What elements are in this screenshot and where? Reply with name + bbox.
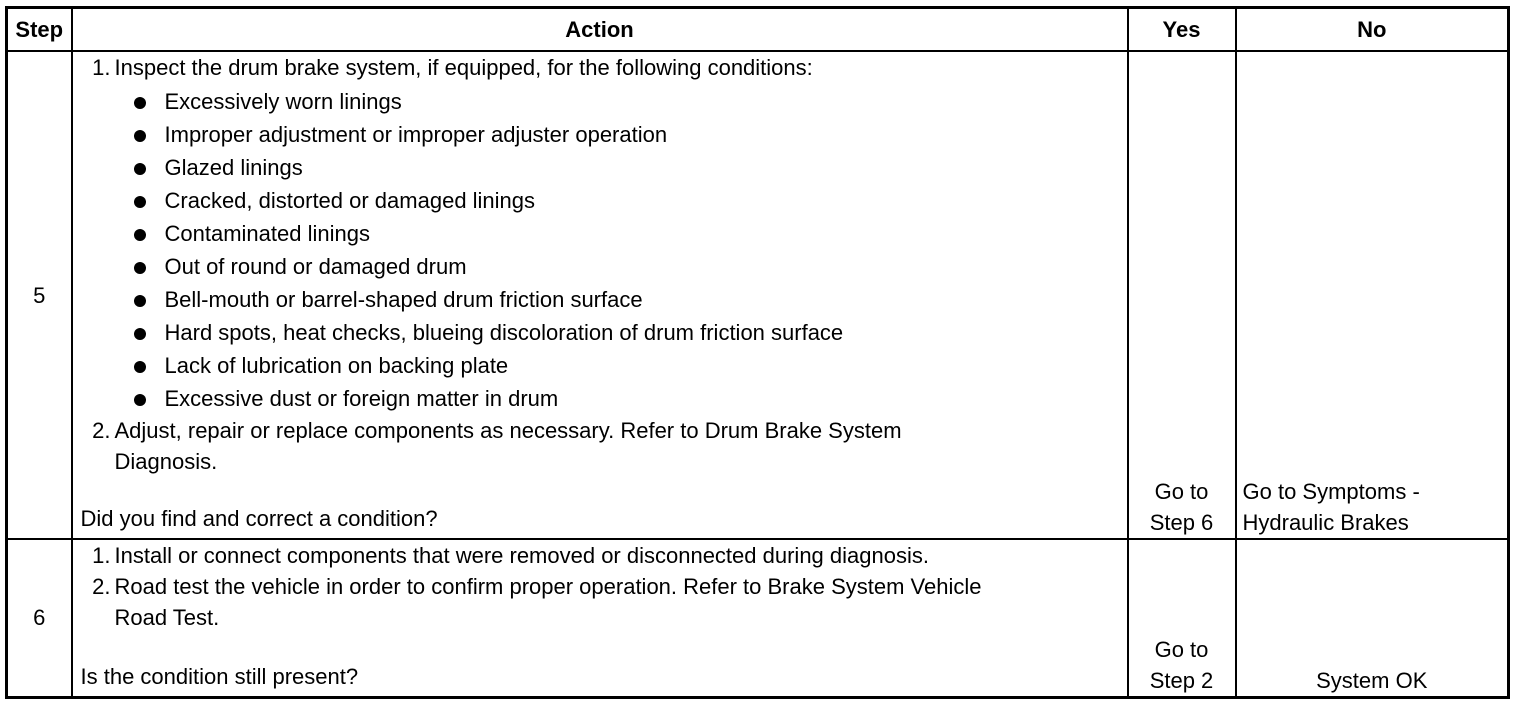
- action-cell: [72, 539, 1128, 697]
- step-text: Install or connect components that were removed or disconnected during diagnosis.: [114, 543, 929, 568]
- header-yes: Yes: [1128, 8, 1236, 52]
- condition-list: [115, 85, 1127, 415]
- yes-cell: [1128, 539, 1236, 697]
- list-item: Cracked, distorted or damaged linings: [115, 184, 1127, 217]
- action-steps: [73, 540, 1127, 633]
- list-item: Excessively worn linings: [115, 85, 1127, 118]
- step-text-line-2: Diagnosis.: [114, 449, 218, 474]
- step-text: Inspect the drum brake system, if equipped, for the following conditions:: [114, 55, 813, 80]
- list-item: Hard spots, heat checks, blueing discoloration of drum friction surface: [115, 316, 1127, 349]
- no-cell: [1236, 539, 1509, 697]
- action-steps: [73, 52, 1127, 477]
- action-step-2: [73, 571, 1127, 633]
- yes-text-line-1: Go to: [1154, 636, 1209, 662]
- action-cell: [72, 51, 1128, 539]
- step-text-line-1: Adjust, repair or replace components as necessary. Refer to Drum Brake System: [114, 418, 902, 443]
- no-text-line-1: Go to Symptoms -: [1242, 479, 1420, 504]
- action-step-2: [73, 415, 1127, 477]
- action-step-1: [73, 540, 1127, 571]
- no-cell: [1236, 51, 1509, 539]
- step-index: 1.: [92, 55, 111, 80]
- header-row: [7, 8, 1509, 52]
- yes-text-line-2: Step 2: [1149, 667, 1214, 693]
- step-number: 6: [7, 539, 72, 697]
- list-item: Improper adjustment or improper adjuster operation: [115, 118, 1127, 151]
- step-index: 2.: [92, 418, 111, 443]
- step-text-line-1: Road test the vehicle in order to confirm proper operation. Refer to Brake System Vehicle: [114, 574, 982, 599]
- list-item: Contaminated linings: [115, 217, 1127, 250]
- header-no: No: [1236, 8, 1509, 52]
- table-row-step-5: [7, 51, 1509, 539]
- yes-text-line-1: Go to: [1154, 479, 1209, 504]
- question-text: Is the condition still present?: [80, 663, 359, 689]
- table-row-step-6: [7, 539, 1509, 697]
- list-item: Lack of lubrication on backing plate: [115, 349, 1127, 382]
- list-item: Out of round or damaged drum: [115, 250, 1127, 283]
- diagnostic-table: [5, 6, 1510, 699]
- step-index: 2.: [92, 574, 111, 599]
- no-text: System OK: [1316, 667, 1428, 693]
- step-text-line-2: Road Test.: [114, 605, 220, 630]
- step-index: 1.: [92, 543, 111, 568]
- yes-cell: [1128, 51, 1236, 539]
- list-item: Bell-mouth or barrel-shaped drum friction surface: [115, 283, 1127, 316]
- yes-text-line-2: Step 6: [1149, 510, 1214, 535]
- no-text-line-2: Hydraulic Brakes: [1242, 510, 1409, 535]
- question-text: Did you find and correct a condition?: [80, 506, 438, 531]
- action-step-1: [73, 52, 1127, 415]
- header-step: Step: [7, 8, 72, 52]
- header-action: Action: [72, 8, 1128, 52]
- step-number: 5: [7, 51, 72, 539]
- list-item: Glazed linings: [115, 151, 1127, 184]
- list-item: Excessive dust or foreign matter in drum: [115, 382, 1127, 415]
